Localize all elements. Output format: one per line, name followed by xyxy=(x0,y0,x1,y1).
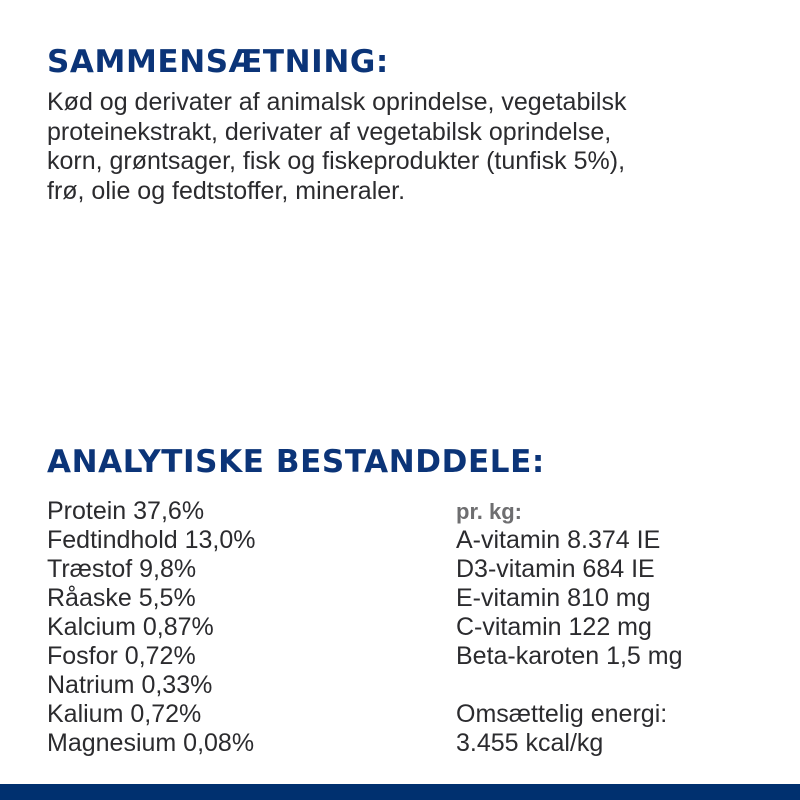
energy-value: 3.455 kcal/kg xyxy=(456,729,604,757)
energy-label: Omsættelig energi: xyxy=(456,700,668,728)
composition-heading: SAMMENSÆTNING: xyxy=(47,44,389,80)
beta-carotene: Beta-karoten 1,5 mg xyxy=(456,642,683,670)
constituent-potassium: Kalium 0,72% xyxy=(47,700,202,728)
vitamin-e: E-vitamin 810 mg xyxy=(456,584,651,612)
composition-line: korn, grøntsager, fisk og fiskeprodukter (tunfisk 5%), xyxy=(47,147,626,175)
constituent-fat: Fedtindhold 13,0% xyxy=(47,526,256,554)
spacer xyxy=(456,671,683,700)
bottom-brand-bar xyxy=(0,784,800,800)
constituent-protein: Protein 37,6% xyxy=(47,497,205,525)
composition-line: frø, olie og fedtstoffer, mineraler. xyxy=(47,176,406,205)
composition-text xyxy=(47,88,787,206)
per-kg-list xyxy=(456,497,683,758)
constituent-sodium: Natrium 0,33% xyxy=(47,671,213,699)
constituent-phosphorus: Fosfor 0,72% xyxy=(47,642,196,670)
composition-line: Kød og derivater af animalsk oprindelse, vegetabilsk xyxy=(47,88,627,116)
vitamin-a: A-vitamin 8.374 IE xyxy=(456,526,661,554)
analytics-heading: ANALYTISKE BESTANDDELE: xyxy=(47,444,545,480)
constituent-magnesium: Magnesium 0,08% xyxy=(47,729,255,757)
constituents-list xyxy=(47,497,255,758)
constituent-calcium: Kalcium 0,87% xyxy=(47,613,214,641)
constituent-ash: Råaske 5,5% xyxy=(47,584,196,612)
vitamin-c: C-vitamin 122 mg xyxy=(456,613,652,641)
per-kg-label: pr. kg: xyxy=(456,499,523,524)
constituent-fibre: Træstof 9,8% xyxy=(47,555,197,583)
composition-line: proteinekstrakt, derivater af vegetabilsk oprindelse, xyxy=(47,117,612,146)
vitamin-d3: D3-vitamin 684 IE xyxy=(456,555,655,583)
